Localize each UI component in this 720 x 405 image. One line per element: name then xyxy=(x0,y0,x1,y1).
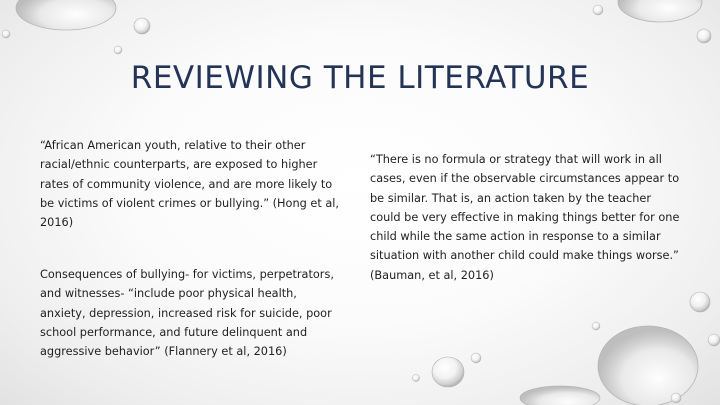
water-drop-icon xyxy=(134,18,150,34)
water-drop-icon xyxy=(413,375,420,382)
water-drop-icon xyxy=(16,0,116,30)
water-drop-icon xyxy=(471,353,481,363)
slide-title: REVIEWING THE LITERATURE xyxy=(130,60,590,96)
water-drop-icon xyxy=(2,30,10,38)
hong-quote-text: “African American youth, relative to their other racial/ethnic counterparts, are exposed to higher rates of community violence, and are more likely to be victims of violent crimes or bullying.” (Hong et al, 2016) xyxy=(40,139,340,230)
water-drop-icon xyxy=(618,0,702,22)
water-drop-icon xyxy=(708,334,720,346)
water-drop-icon xyxy=(520,386,600,405)
bullying-consequences-text: Consequences of bullying- for victims, perpetrators, and witnesses- “include poor physical health, anxiety, depression, increased risk for suicide, poor school performance, and future delinquent and aggressive behavior” (Flannery et al, 2016) xyxy=(40,268,334,359)
water-drop-icon xyxy=(671,393,681,403)
bauman-quote-text: “There is no formula or strategy that will work in all cases, even if the observable circumstances appear to be similar. That is, an action taken by the teacher could be very effective in making things better for one child while the same action in response to a similar situation with another child could make things worse.” (Bauman, et al, 2016) xyxy=(370,153,680,282)
water-drop-icon xyxy=(690,292,710,312)
water-drop-icon xyxy=(697,29,711,43)
water-drop-icon xyxy=(114,46,122,54)
water-drop-icon xyxy=(592,322,600,330)
water-drop-icon xyxy=(432,357,464,387)
water-drop-icon xyxy=(593,5,603,15)
water-drop-icon xyxy=(598,326,698,405)
